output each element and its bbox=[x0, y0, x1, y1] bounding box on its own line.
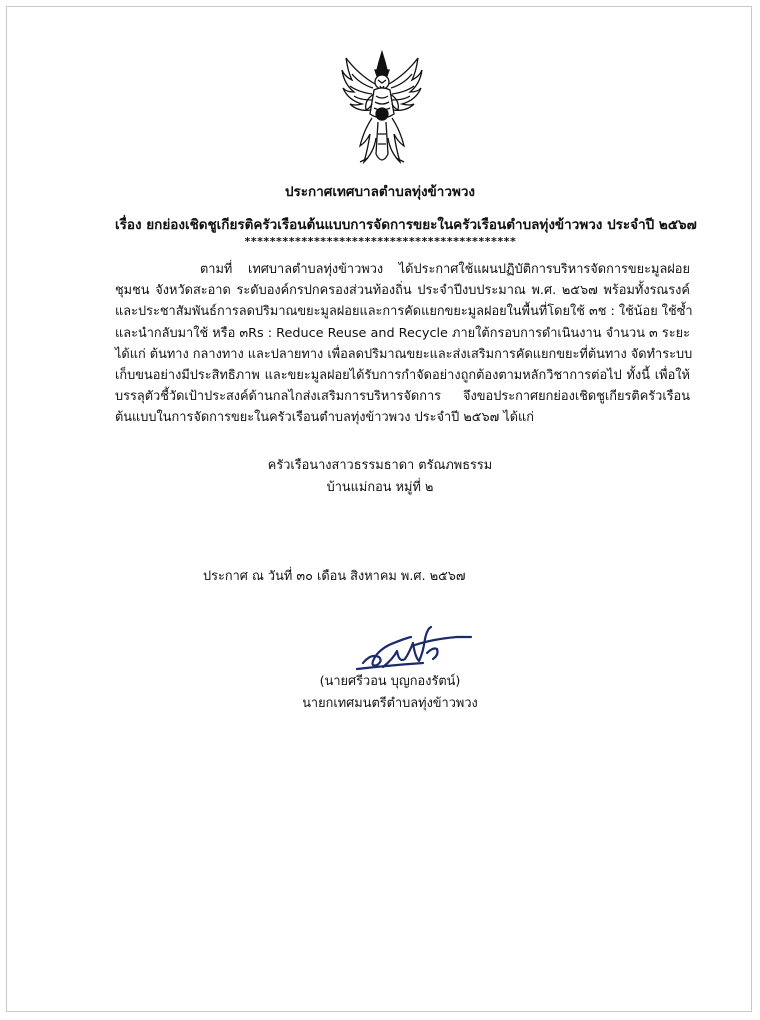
announcement-body bbox=[115, 259, 693, 429]
body-line: ได้แก่ ต้นทาง กลางทาง และปลายทาง เพื่อลดปริมาณขยะและส่งเสริมการคัดแยกขยะที่ต้นทาง จัดทำระบบ bbox=[115, 346, 693, 362]
separator-line: ******************************************* bbox=[244, 235, 516, 248]
announcement-date: ประกาศ ณ วันที่ ๓๐ เดือน สิงหาคม พ.ศ. ๒๕๖๗ bbox=[203, 569, 466, 584]
body-line: และนำกลับมาใช้ หรือ ๓Rs : Reduce Reuse and Recycle ภายใต้กรอบการดำเนินงาน จำนวน ๓ ระยะ bbox=[115, 325, 690, 341]
signer-block bbox=[240, 671, 540, 715]
body-line: ต้นแบบในการจัดการขยะในครัวเรือนตำบลทุ่งข้าวพวง ประจำปี ๒๕๖๗ ได้แก่ bbox=[115, 410, 535, 426]
recipient-address: บ้านแม่กอน หมู่ที่ ๒ bbox=[326, 480, 434, 495]
body-line: ตามที่ เทศบาลตำบลทุ่งข้าวพวง ได้ประกาศใช้แผนปฏิบัติการบริหารจัดการขยะมูลฝอย bbox=[200, 262, 690, 277]
signer-name: (นายศรีวอน บุญกองรัตน์) bbox=[319, 674, 461, 689]
body-line: เก็บขนอย่างมีประสิทธิภาพ และขยะมูลฝอยได้รับการกำจัดอย่างถูกต้องตามหลักวิชาการต่อไป ทั้งนี้ เพื่อให้ bbox=[115, 368, 690, 384]
garuda-emblem-icon bbox=[340, 50, 424, 172]
announcement-subject: เรื่อง ยกย่องเชิดชูเกียรติครัวเรือนต้นแบบการจัดการขยะในครัวเรือนตำบลทุ่งข้าวพวง ประจำปี ๒๕๖๗ bbox=[115, 217, 697, 233]
body-line: ชุมชน จังหวัดสะอาด ระดับองค์กรปกครองส่วนท้องถิ่น ประจำปีงบประมาณ พ.ศ. ๒๕๖๗ พร้อมทั้งรณรงค์ bbox=[115, 283, 690, 299]
body-line: และประชาสัมพันธ์การลดปริมาณขยะมูลฝอยและการคัดแยกขยะมูลฝอยในพื้นที่โดยใช้ ๓ช : ใช้น้อย ใช้ซ้ำ bbox=[115, 304, 693, 320]
handwritten-signature-icon bbox=[353, 623, 477, 673]
recipient-name: ครัวเรือนางสาวธรรมธาดา ตรัณภพธรรม bbox=[267, 458, 493, 473]
recipient-block bbox=[0, 455, 760, 499]
announcement-title: ประกาศเทศบาลตำบลทุ่งข้าวพวง bbox=[284, 184, 476, 200]
body-line: บรรลุตัวชี้วัดเป้าประสงค์ด้านกลไกส่งเสริมการบริหารจัดการ จึงขอประกาศยกย่องเชิดชูเกียรติครัวเรือน bbox=[115, 389, 690, 405]
signer-position: นายกเทศมนตรีตำบลทุ่งข้าวพวง bbox=[302, 696, 478, 711]
